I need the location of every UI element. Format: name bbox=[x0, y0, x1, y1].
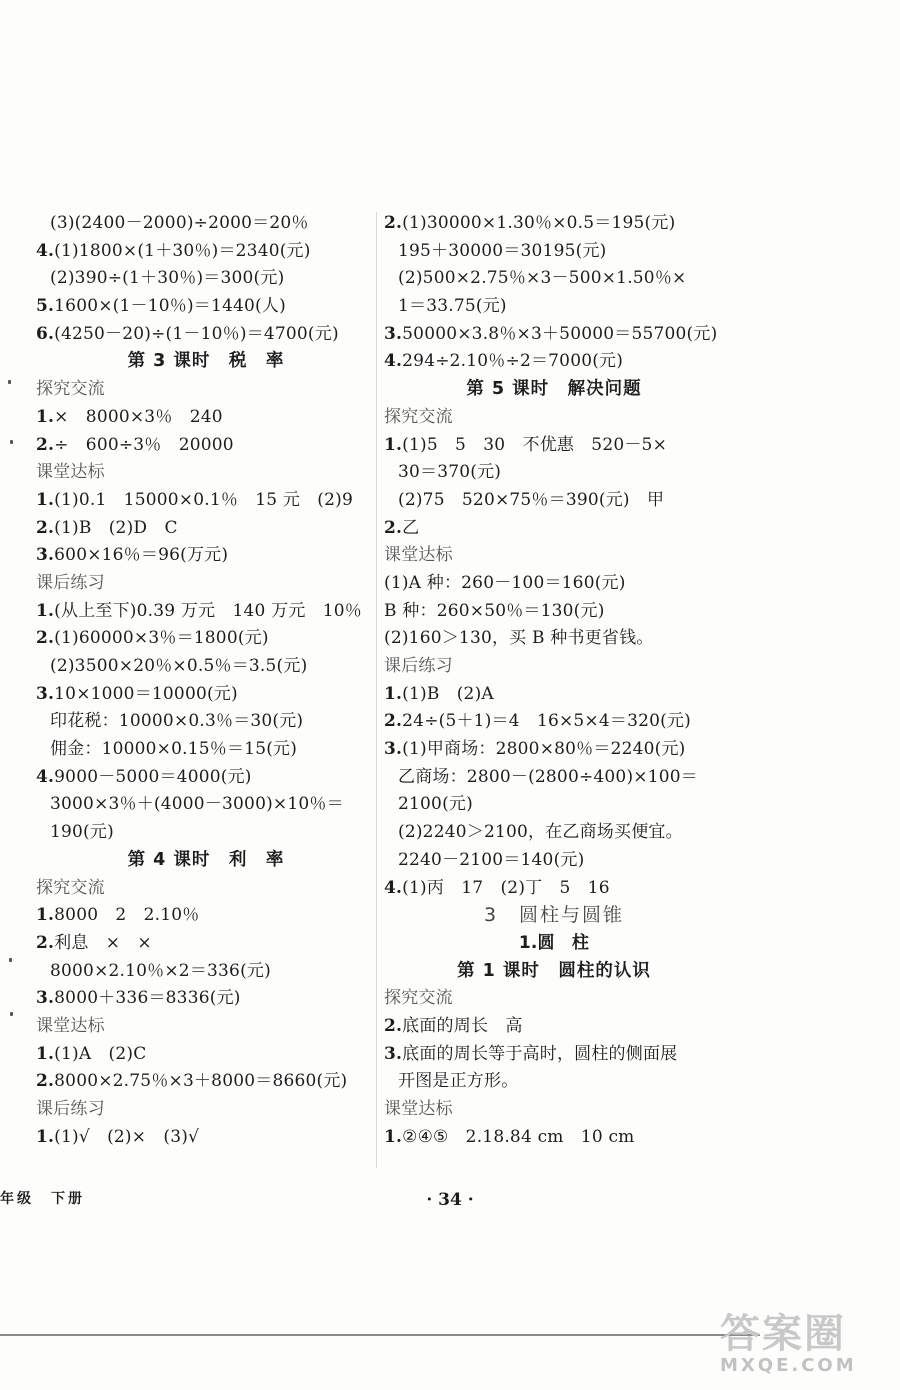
section-label bbox=[384, 653, 724, 681]
answer-line bbox=[384, 681, 724, 709]
line-text: 课堂达标 bbox=[36, 462, 105, 483]
answer-line bbox=[384, 736, 724, 764]
answer-line bbox=[384, 791, 724, 819]
item-number: 5. bbox=[36, 296, 55, 317]
section-label bbox=[36, 875, 376, 903]
line-text: 印花税：10000×0.3％＝30(元) bbox=[50, 711, 304, 732]
line-text: (1)√ (2)× (3)√ bbox=[54, 1126, 200, 1147]
section-label bbox=[36, 1013, 376, 1041]
line-text: 乙 bbox=[402, 517, 420, 538]
line-text: 探究交流 bbox=[384, 406, 453, 427]
line-text: 课后练习 bbox=[36, 1099, 105, 1119]
item-number: 6. bbox=[36, 323, 55, 344]
answer-line bbox=[384, 847, 724, 875]
page-number: · 34 · bbox=[426, 1190, 474, 1210]
answer-line bbox=[384, 598, 724, 626]
answer-line bbox=[384, 432, 724, 460]
line-text: (2)2240＞2100，在乙商场买便宜。 bbox=[398, 822, 683, 843]
line-text: 利息 × × bbox=[54, 932, 152, 953]
line-text: 底面的周长等于高时，圆柱的侧面展 bbox=[402, 1043, 678, 1064]
line-text: B 种：260×50％＝130(元) bbox=[384, 600, 605, 621]
line-text: 开图是正方形。 bbox=[398, 1071, 519, 1092]
line-text: (3)(2400－2000)÷2000＝20％ bbox=[50, 213, 309, 233]
line-text: 8000×2.10％×2＝336(元) bbox=[50, 960, 271, 981]
section-label bbox=[384, 404, 724, 432]
answer-line bbox=[36, 1041, 376, 1069]
line-text: (1)0.1 15000×0.1％ 15 元 (2)9 bbox=[54, 489, 353, 510]
answer-line bbox=[36, 958, 376, 986]
answer-line bbox=[384, 625, 724, 653]
line-text: 1.圆 柱 bbox=[518, 932, 590, 953]
scan-speck bbox=[8, 380, 11, 384]
item-number: 2. bbox=[36, 628, 55, 649]
line-text: (2)500×2.75％×3－500×1.50％× bbox=[398, 268, 687, 289]
answer-line bbox=[384, 515, 724, 543]
line-text: 3 圆柱与圆锥 bbox=[483, 904, 625, 927]
answer-line bbox=[36, 985, 376, 1013]
line-text: 8000×2.75％×3＋8000＝8660(元) bbox=[54, 1071, 348, 1092]
answer-line bbox=[384, 210, 724, 238]
chapter-heading bbox=[384, 902, 724, 930]
item-number: 4. bbox=[384, 351, 403, 372]
answer-line bbox=[384, 293, 724, 321]
section-label bbox=[36, 570, 376, 598]
answer-line bbox=[36, 791, 376, 819]
item-number: 3. bbox=[384, 323, 403, 344]
answer-line bbox=[36, 542, 376, 570]
answer-line bbox=[36, 598, 376, 626]
watermark-url: MXQE.COM bbox=[720, 1355, 857, 1376]
answer-line bbox=[384, 487, 724, 515]
bottom-rule bbox=[0, 1334, 760, 1336]
line-text: (从上至下)0.39 万元 140 万元 10％ bbox=[54, 600, 362, 621]
answer-line bbox=[36, 515, 376, 543]
item-number: 2. bbox=[384, 711, 403, 732]
line-text: 探究交流 bbox=[36, 877, 105, 898]
line-text: 1600×(1－10％)＝1440(人) bbox=[54, 296, 286, 317]
answer-line bbox=[36, 487, 376, 515]
line-text: × 8000×3％ 240 bbox=[54, 406, 223, 427]
line-text: 600×16％＝96(万元) bbox=[54, 545, 229, 566]
item-number: 1. bbox=[384, 1126, 403, 1147]
line-text: (1)60000×3％＝1800(元) bbox=[54, 628, 269, 649]
line-text: 9000－5000＝4000(元) bbox=[54, 766, 252, 787]
item-number: 3. bbox=[384, 1043, 403, 1064]
answer-line bbox=[384, 708, 724, 736]
line-text: 课堂达标 bbox=[36, 1015, 105, 1036]
unit-heading bbox=[384, 930, 724, 958]
line-text: (2)3500×20％×0.5％＝3.5(元) bbox=[50, 656, 308, 676]
item-number: 2. bbox=[36, 932, 55, 953]
item-number: 2. bbox=[36, 1071, 55, 1092]
line-text: 佣金：10000×0.15％＝15(元) bbox=[50, 739, 298, 760]
item-number: 1. bbox=[36, 600, 55, 621]
section-label bbox=[384, 542, 724, 570]
left-column bbox=[36, 210, 376, 1151]
section-label bbox=[36, 1096, 376, 1124]
item-number: 4. bbox=[36, 766, 55, 787]
item-number: 4. bbox=[36, 240, 55, 261]
line-text: 底面的周长 高 bbox=[402, 1015, 523, 1036]
line-text: 1＝33.75(元) bbox=[398, 296, 507, 317]
line-text: (1)30000×1.30％×0.5＝195(元) bbox=[402, 213, 676, 233]
line-text: 8000 2 2.10％ bbox=[54, 905, 200, 926]
item-number: 1. bbox=[36, 1126, 55, 1147]
answer-line bbox=[384, 238, 724, 266]
line-text: 第 1 课时 圆柱的认识 bbox=[457, 960, 651, 981]
watermark-title: 答案圈 bbox=[720, 1311, 846, 1357]
item-number: 3. bbox=[36, 988, 55, 1009]
item-number: 1. bbox=[36, 406, 55, 427]
line-text: 探究交流 bbox=[36, 379, 105, 400]
answer-line bbox=[36, 293, 376, 321]
line-text: 2240－2100＝140(元) bbox=[398, 849, 585, 870]
line-text: 第 5 课时 解决问题 bbox=[466, 379, 642, 400]
item-number: 3. bbox=[36, 683, 55, 704]
line-text: (4250－20)÷(1－10％)＝4700(元) bbox=[54, 323, 339, 344]
answer-line bbox=[36, 404, 376, 432]
line-text: ②④⑤ 2.18.84 cm 10 cm bbox=[402, 1126, 635, 1147]
scan-speck bbox=[10, 440, 13, 444]
answer-line bbox=[36, 432, 376, 460]
line-text: 294÷2.10％÷2＝7000(元) bbox=[402, 351, 624, 372]
line-text: (2)75 520×75％＝390(元) 甲 bbox=[398, 489, 665, 510]
line-text: (1)B (2)A bbox=[402, 683, 494, 704]
answer-line bbox=[36, 1068, 376, 1096]
line-text: (1)5 5 30 不优惠 520－5× bbox=[402, 434, 668, 455]
line-text: (1)甲商场：2800×80％＝2240(元) bbox=[402, 739, 686, 760]
item-number: 1. bbox=[384, 683, 403, 704]
line-text: 探究交流 bbox=[384, 988, 453, 1009]
lesson-heading bbox=[36, 847, 376, 875]
line-text: 8000＋336＝8336(元) bbox=[54, 988, 241, 1009]
answer-line bbox=[384, 459, 724, 487]
line-text: (1)丙 17 (2)丁 5 16 bbox=[402, 877, 610, 898]
answer-line bbox=[36, 736, 376, 764]
item-number: 1. bbox=[36, 1043, 55, 1064]
lesson-heading bbox=[36, 348, 376, 376]
line-text: (1)A 种：260－100＝160(元) bbox=[384, 572, 626, 593]
scan-speck bbox=[9, 958, 12, 962]
section-label bbox=[384, 1096, 724, 1124]
line-text: (2)390÷(1＋30％)＝300(元) bbox=[50, 268, 285, 289]
item-number: 1. bbox=[36, 489, 55, 510]
answer-line bbox=[384, 348, 724, 376]
column-divider bbox=[376, 212, 377, 1168]
answer-line bbox=[36, 930, 376, 958]
watermark-logo bbox=[720, 1312, 890, 1382]
item-number: 1. bbox=[36, 905, 55, 926]
line-text: 50000×3.8％×3＋50000＝55700(元) bbox=[402, 323, 718, 344]
answer-line bbox=[384, 764, 724, 792]
answer-line bbox=[384, 1068, 724, 1096]
line-text: 2100(元) bbox=[398, 794, 473, 815]
line-text: 10×1000＝10000(元) bbox=[54, 683, 238, 704]
lesson-heading bbox=[384, 376, 724, 404]
line-text: (2)160＞130，买 B 种书更省钱。 bbox=[384, 628, 654, 649]
item-number: 2. bbox=[384, 517, 403, 538]
answer-line bbox=[36, 902, 376, 930]
line-text: 课后练习 bbox=[36, 572, 105, 593]
item-number: 2. bbox=[36, 517, 55, 538]
answer-line bbox=[36, 681, 376, 709]
line-text: 3000×3％＋(4000－3000)×10％＝ bbox=[50, 794, 344, 815]
footer-grade-label: 年级 下册 bbox=[0, 1191, 85, 1207]
line-text: (1)1800×(1＋30％)＝2340(元) bbox=[54, 240, 311, 261]
answer-line bbox=[36, 708, 376, 736]
line-text: 课后练习 bbox=[384, 656, 453, 676]
right-column bbox=[384, 210, 724, 1151]
line-text: 课堂达标 bbox=[384, 545, 453, 566]
line-text: ÷ 600÷3％ 20000 bbox=[54, 434, 234, 455]
section-label bbox=[36, 376, 376, 404]
answer-line bbox=[36, 653, 376, 681]
line-text: 30＝370(元) bbox=[398, 462, 502, 483]
line-text: 课堂达标 bbox=[384, 1099, 453, 1119]
line-text: 195＋30000＝30195(元) bbox=[398, 240, 607, 261]
lesson-heading bbox=[384, 958, 724, 986]
item-number: 2. bbox=[384, 1015, 403, 1036]
answer-line bbox=[384, 1041, 724, 1069]
line-text: 乙商场：2800－(2800÷400)×100＝ bbox=[398, 766, 698, 787]
answer-line bbox=[384, 1013, 724, 1041]
item-number: 2. bbox=[384, 213, 403, 233]
answer-line bbox=[384, 570, 724, 598]
line-text: (1)B (2)D C bbox=[54, 517, 178, 538]
item-number: 3. bbox=[384, 739, 403, 760]
line-text: (1)A (2)C bbox=[54, 1043, 147, 1064]
item-number: 1. bbox=[384, 434, 403, 455]
answer-line bbox=[384, 265, 724, 293]
scan-speck bbox=[10, 1012, 13, 1016]
answer-line bbox=[384, 321, 724, 349]
answer-line bbox=[36, 210, 376, 238]
item-number: 4. bbox=[384, 877, 403, 898]
item-number: 3. bbox=[36, 545, 55, 566]
line-text: 第 3 课时 税 率 bbox=[127, 351, 285, 372]
answer-line bbox=[384, 875, 724, 903]
line-text: 24÷(5＋1)＝4 16×5×4＝320(元) bbox=[402, 711, 692, 732]
answer-line bbox=[36, 764, 376, 792]
answer-line bbox=[36, 1124, 376, 1152]
section-label bbox=[36, 459, 376, 487]
line-text: 190(元) bbox=[50, 822, 114, 843]
answer-line bbox=[384, 819, 724, 847]
answer-line bbox=[36, 265, 376, 293]
answer-line bbox=[36, 238, 376, 266]
item-number: 2. bbox=[36, 434, 55, 455]
line-text: 第 4 课时 利 率 bbox=[127, 849, 285, 870]
answer-line bbox=[384, 1124, 724, 1152]
answer-line bbox=[36, 819, 376, 847]
answer-line bbox=[36, 625, 376, 653]
section-label bbox=[384, 985, 724, 1013]
answer-line bbox=[36, 321, 376, 349]
